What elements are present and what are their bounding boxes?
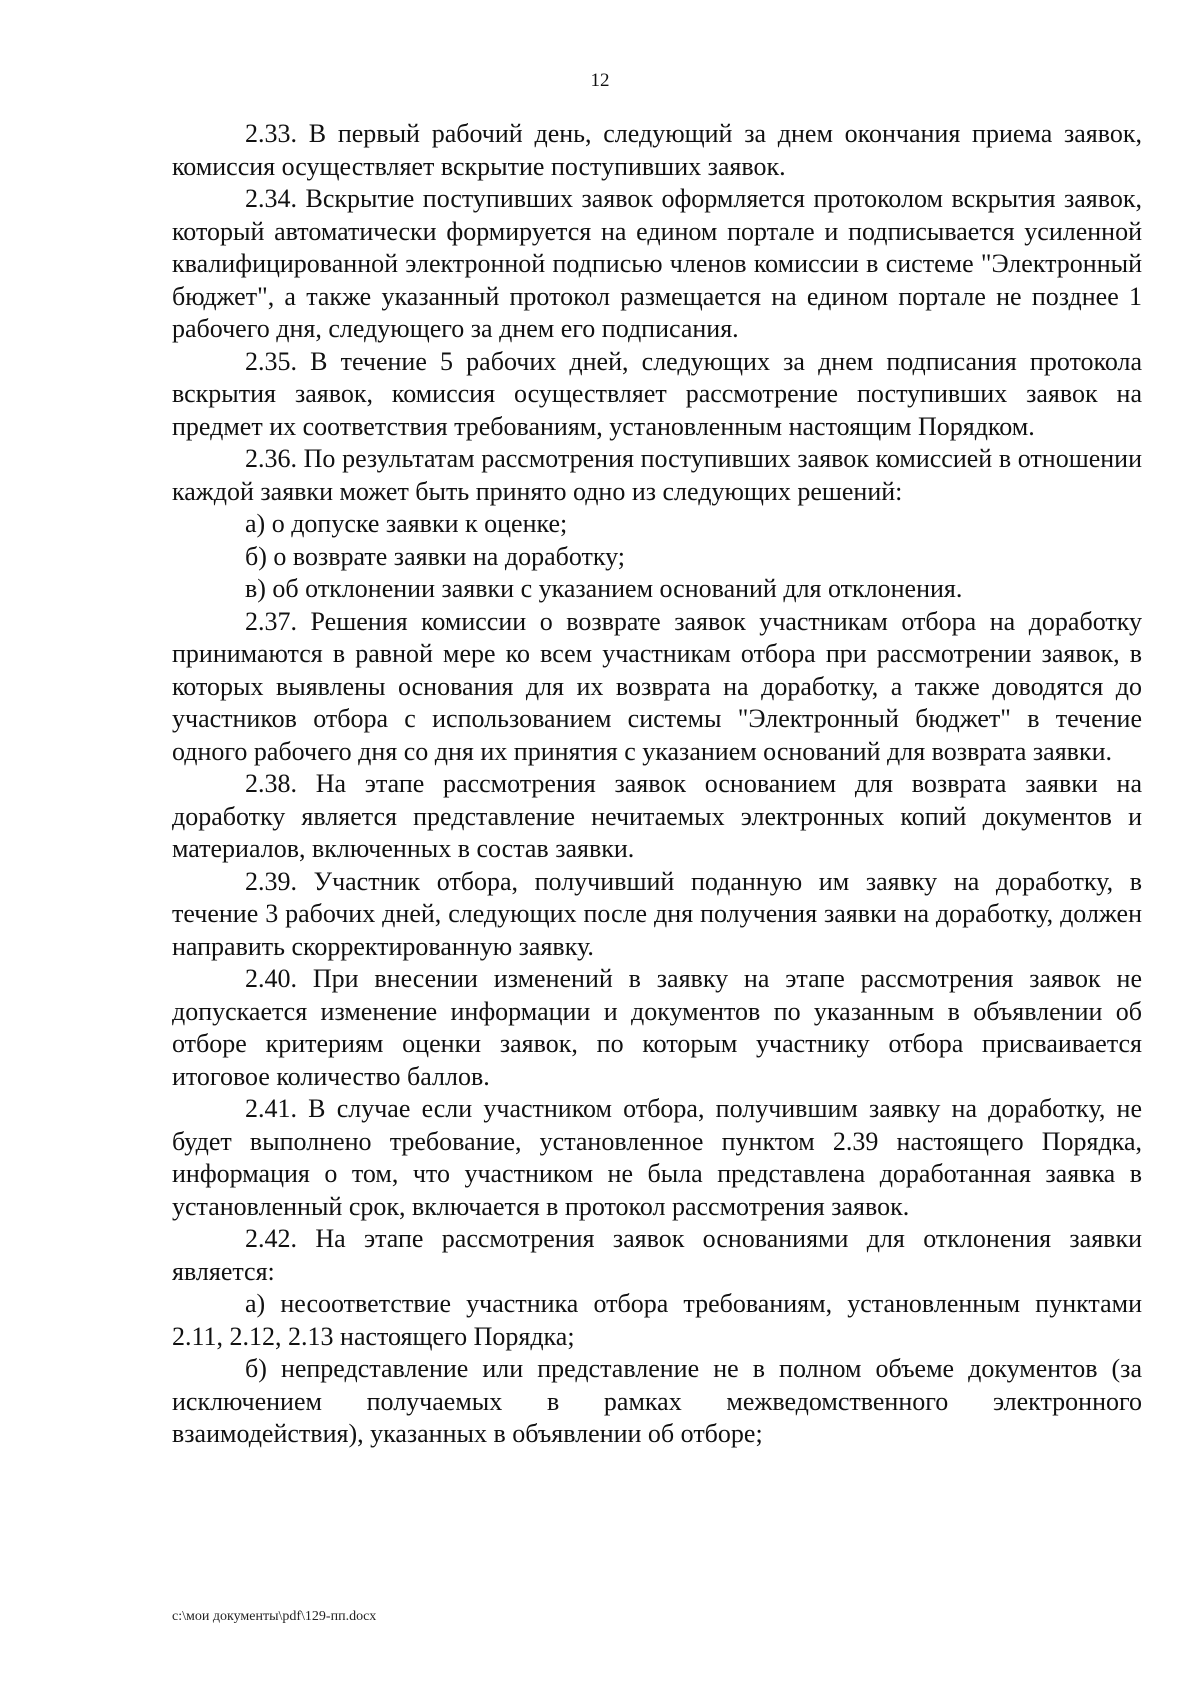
footer-file-path: c:\мои документы\pdf\129-пп.docx — [172, 1609, 377, 1624]
list-item-2-42-b: б) непредставление или представление не в полном объеме документов (за исключением получаемых в рамках межведомственного электронного взаимодействия), указанных в объявлении об отборе; — [172, 1354, 1142, 1448]
paragraph-2-37: 2.37. Решения комиссии о возврате заявок участникам отбора на доработку принимаются в равной мере ко всем участникам отбора при рассмотрении заявок, в которых выявлены основания для их возврата на доработку, а также доводятся до участников отбора с использованием системы "Электронный бюджет" в течение одного рабочего дня со дня их принятия с указанием оснований для возврата заявки. — [172, 606, 1142, 766]
list-item-v: в) об отклонении заявки с указанием оснований для отклонения. — [245, 574, 963, 603]
paragraph-2-34: 2.34. Вскрытие поступивших заявок оформляется протоколом вскрытия заявок, который автоматически формируется на едином портале и подписывается усиленной квалифицированной электронной подписью членов комиссии в системе "Электронный бюджет", а также указанный протокол размещается на едином портале не позднее 1 рабочего дня, следующего за днем его подписания. — [172, 184, 1142, 343]
paragraph-2-36: 2.36. По результатам рассмотрения поступивших заявок комиссией в отношении каждой заявки может быть принято одно из следующих решений: — [172, 444, 1142, 506]
paragraph-2-33: 2.33. В первый рабочий день, следующий за днем окончания приема заявок, комиссия осуществляет вскрытие поступивших заявок. — [172, 119, 1142, 181]
list-item-b: б) о возврате заявки на доработку; — [245, 541, 626, 571]
list-item-a: а) о допуске заявки к оценке; — [245, 509, 568, 538]
paragraph-2-39: 2.39. Участник отбора, получивший поданную им заявку на доработку, в течение 3 рабочих дней, следующих после дня получения заявки на доработку, должен направить скорректированную заявку. — [172, 866, 1142, 961]
paragraph-2-38: 2.38. На этапе рассмотрения заявок основанием для возврата заявки на доработку является представление нечитаемых электронных копий документов и материалов, включенных в состав заявки. — [172, 769, 1142, 863]
paragraph-2-42: 2.42. На этапе рассмотрения заявок основаниями для отклонения заявки является: — [172, 1224, 1142, 1286]
paragraph-2-40: 2.40. При внесении изменений в заявку на этапе рассмотрения заявок не допускается изменение информации и документов по указанным в объявлении об отборе критериям оценки заявок, по которым участнику отбора присваивается итоговое количество баллов. — [172, 964, 1142, 1091]
list-item-2-42-a: а) несоответствие участника отбора требованиям, установленным пунктами 2.11, 2.12, 2.13 настоящего Порядка; — [172, 1289, 1142, 1351]
page-number: 12 — [590, 70, 610, 91]
document-body — [172, 118, 1142, 1451]
paragraph-2-41: 2.41. В случае если участником отбора, получившим заявку на доработку, не будет выполнено требование, установленное пунктом 2.39 настоящего Порядка, информация о том, что участником не была представлена доработанная заявка в установленный срок, включается в протокол рассмотрения заявок. — [172, 1094, 1142, 1221]
paragraph-2-35: 2.35. В течение 5 рабочих дней, следующих за днем подписания протокола вскрытия заявок, комиссия осуществляет рассмотрение поступивших заявок на предмет их соответствия требованиям, установленным настоящим Порядком. — [172, 346, 1142, 441]
